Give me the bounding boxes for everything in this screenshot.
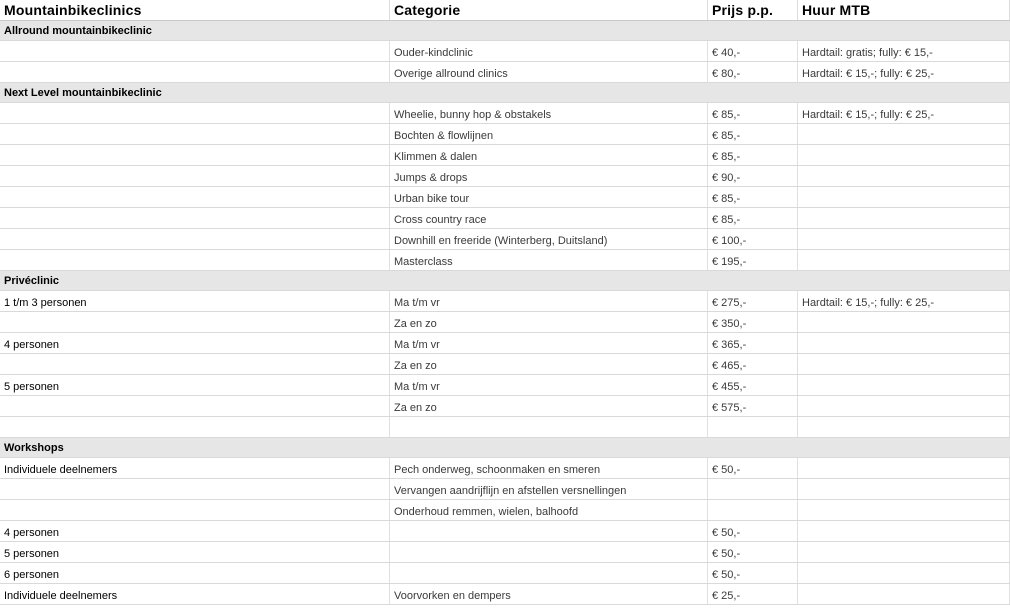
cell-categorie[interactable]: Za en zo (390, 396, 708, 416)
cell-group[interactable] (0, 145, 390, 165)
cell-prijs[interactable]: € 195,- (708, 250, 798, 270)
cell-prijs[interactable]: € 455,- (708, 375, 798, 395)
cell-group[interactable] (0, 124, 390, 144)
cell-group[interactable] (0, 312, 390, 332)
cell-huur[interactable] (798, 458, 1010, 478)
table-row (0, 166, 1010, 187)
cell-group[interactable] (0, 166, 390, 186)
cell-group[interactable]: 5 personen (0, 542, 390, 562)
cell-prijs[interactable]: € 85,- (708, 145, 798, 165)
cell-prijs[interactable]: € 85,- (708, 103, 798, 123)
cell-prijs[interactable]: € 85,- (708, 124, 798, 144)
cell-group[interactable]: Individuele deelnemers (0, 458, 390, 478)
table-row (0, 479, 1010, 500)
table-row (0, 124, 1010, 145)
cell-categorie[interactable]: Urban bike tour (390, 187, 708, 207)
cell-group[interactable] (0, 41, 390, 61)
cell-huur[interactable] (798, 166, 1010, 186)
cell-prijs[interactable] (708, 479, 798, 499)
cell-categorie[interactable]: Voorvorken en dempers (390, 584, 708, 604)
section-header[interactable]: Next Level mountainbikeclinic (0, 83, 1010, 103)
cell-huur[interactable] (798, 375, 1010, 395)
cell-group[interactable]: 4 personen (0, 333, 390, 353)
table-row (0, 145, 1010, 166)
table-row (0, 62, 1010, 83)
table-row (0, 250, 1010, 271)
cell-huur[interactable] (798, 500, 1010, 520)
table-row (0, 417, 1010, 438)
cell-group[interactable] (0, 417, 390, 437)
cell-group[interactable]: 6 personen (0, 563, 390, 583)
cell-huur[interactable]: Hardtail: € 15,-; fully: € 25,- (798, 62, 1010, 82)
cell-categorie[interactable] (390, 563, 708, 583)
cell-categorie[interactable]: Overige allround clinics (390, 62, 708, 82)
cell-prijs[interactable]: € 80,- (708, 62, 798, 82)
cell-group[interactable] (0, 250, 390, 270)
cell-group[interactable] (0, 103, 390, 123)
cell-prijs[interactable]: € 50,- (708, 521, 798, 541)
cell-huur[interactable] (798, 312, 1010, 332)
cell-group[interactable]: 1 t/m 3 personen (0, 291, 390, 311)
cell-huur[interactable] (798, 542, 1010, 562)
cell-categorie[interactable]: Za en zo (390, 354, 708, 374)
cell-categorie[interactable]: Jumps & drops (390, 166, 708, 186)
header-categorie[interactable]: Categorie (390, 0, 708, 20)
cell-huur[interactable] (798, 479, 1010, 499)
cell-categorie[interactable]: Vervangen aandrijflijn en afstellen versnellingen (390, 479, 708, 499)
cell-categorie[interactable] (390, 417, 708, 437)
table-row (0, 396, 1010, 417)
header-huur-mtb[interactable]: Huur MTB (798, 0, 1010, 20)
cell-huur[interactable] (798, 396, 1010, 416)
cell-categorie[interactable]: Klimmen & dalen (390, 145, 708, 165)
section-header[interactable]: Workshops (0, 438, 1010, 458)
cell-group[interactable] (0, 208, 390, 228)
cell-prijs[interactable]: € 90,- (708, 166, 798, 186)
cell-prijs[interactable]: € 365,- (708, 333, 798, 353)
cell-huur[interactable] (798, 124, 1010, 144)
cell-categorie[interactable]: Ma t/m vr (390, 333, 708, 353)
table-row (0, 458, 1010, 479)
cell-prijs[interactable]: € 50,- (708, 542, 798, 562)
cell-prijs[interactable]: € 350,- (708, 312, 798, 332)
cell-categorie[interactable]: Downhill en freeride (Winterberg, Duitsland) (390, 229, 708, 249)
table-row (0, 208, 1010, 229)
cell-categorie[interactable]: Masterclass (390, 250, 708, 270)
cell-group[interactable] (0, 479, 390, 499)
table-body (0, 21, 1010, 605)
cell-huur[interactable] (798, 208, 1010, 228)
cell-categorie[interactable] (390, 521, 708, 541)
section-header[interactable]: Privéclinic (0, 271, 1010, 291)
cell-group[interactable]: 4 personen (0, 521, 390, 541)
cell-categorie[interactable]: Ma t/m vr (390, 291, 708, 311)
cell-prijs[interactable]: € 25,- (708, 584, 798, 604)
table-row (0, 291, 1010, 312)
cell-huur[interactable] (798, 563, 1010, 583)
cell-prijs[interactable]: € 275,- (708, 291, 798, 311)
cell-huur[interactable] (798, 521, 1010, 541)
cell-huur[interactable] (798, 250, 1010, 270)
cell-categorie[interactable]: Wheelie, bunny hop & obstakels (390, 103, 708, 123)
cell-prijs[interactable]: € 85,- (708, 208, 798, 228)
table-row (0, 103, 1010, 124)
cell-huur[interactable] (798, 417, 1010, 437)
cell-categorie[interactable]: Za en zo (390, 312, 708, 332)
table-row (0, 584, 1010, 605)
cell-categorie[interactable]: Pech onderweg, schoonmaken en smeren (390, 458, 708, 478)
cell-huur[interactable] (798, 229, 1010, 249)
table-row (0, 312, 1010, 333)
cell-group[interactable] (0, 500, 390, 520)
cell-prijs[interactable]: € 100,- (708, 229, 798, 249)
cell-prijs[interactable]: € 50,- (708, 458, 798, 478)
cell-prijs[interactable]: € 40,- (708, 41, 798, 61)
header-mountainbikeclinics[interactable]: Mountainbikeclinics (0, 0, 390, 20)
cell-group[interactable] (0, 396, 390, 416)
cell-prijs[interactable]: € 50,- (708, 563, 798, 583)
cell-group[interactable]: Individuele deelnemers (0, 584, 390, 604)
cell-huur[interactable] (798, 584, 1010, 604)
cell-group[interactable] (0, 187, 390, 207)
table-row (0, 521, 1010, 542)
table-row (0, 187, 1010, 208)
table-row (0, 500, 1010, 521)
cell-categorie[interactable]: Cross country race (390, 208, 708, 228)
cell-huur[interactable]: Hardtail: gratis; fully: € 15,- (798, 41, 1010, 61)
section-header[interactable]: Allround mountainbikeclinic (0, 21, 1010, 41)
table-row (0, 542, 1010, 563)
cell-group[interactable] (0, 62, 390, 82)
cell-prijs[interactable]: € 575,- (708, 396, 798, 416)
cell-huur[interactable] (798, 354, 1010, 374)
cell-huur[interactable] (798, 145, 1010, 165)
cell-huur[interactable] (798, 187, 1010, 207)
cell-prijs[interactable] (708, 500, 798, 520)
table-row (0, 563, 1010, 584)
cell-group[interactable] (0, 354, 390, 374)
header-prijs[interactable]: Prijs p.p. (708, 0, 798, 20)
cell-huur[interactable]: Hardtail: € 15,-; fully: € 25,- (798, 291, 1010, 311)
table-header (0, 0, 1010, 21)
cell-huur[interactable] (798, 333, 1010, 353)
cell-group[interactable] (0, 229, 390, 249)
cell-categorie[interactable]: Bochten & flowlijnen (390, 124, 708, 144)
cell-categorie[interactable] (390, 542, 708, 562)
table-row (0, 333, 1010, 354)
cell-prijs[interactable]: € 465,- (708, 354, 798, 374)
table-row (0, 375, 1010, 396)
cell-prijs[interactable]: € 85,- (708, 187, 798, 207)
table-row (0, 41, 1010, 62)
cell-huur[interactable]: Hardtail: € 15,-; fully: € 25,- (798, 103, 1010, 123)
cell-categorie[interactable]: Ouder-kindclinic (390, 41, 708, 61)
cell-categorie[interactable]: Onderhoud remmen, wielen, balhoofd (390, 500, 708, 520)
cell-categorie[interactable]: Ma t/m vr (390, 375, 708, 395)
table-row (0, 354, 1010, 375)
cell-group[interactable]: 5 personen (0, 375, 390, 395)
table-row (0, 229, 1010, 250)
cell-prijs[interactable] (708, 417, 798, 437)
